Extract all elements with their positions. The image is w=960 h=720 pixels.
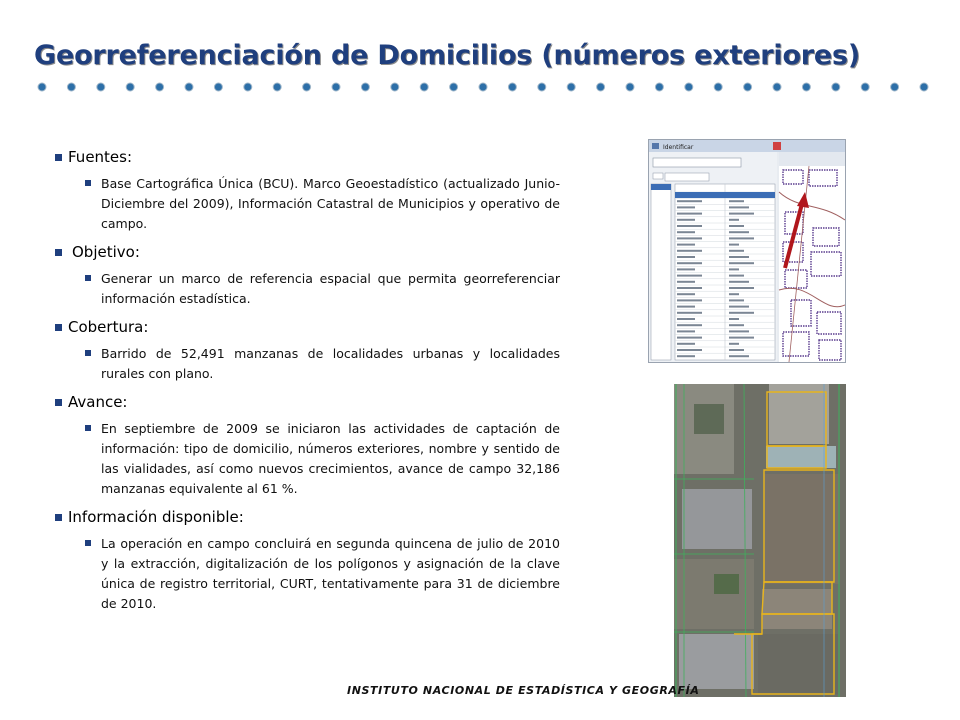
section-informacion: [55, 508, 560, 614]
gis-screenshot-drawing: [649, 140, 845, 362]
divider-dot: [891, 83, 899, 91]
divider-dot: [67, 83, 75, 91]
divider-dot: [861, 83, 869, 91]
divider-dot: [479, 83, 487, 91]
divider-dot: [244, 83, 252, 91]
section-heading: Información disponible:: [68, 508, 244, 526]
bullet-icon: [85, 540, 91, 546]
divider-dot: [508, 83, 516, 91]
bullet-icon: [55, 324, 62, 331]
divider-dot: [361, 83, 369, 91]
divider-dot: [714, 83, 722, 91]
section-body: Generar un marco de referencia espacial que permita georreferenciar información estadística.: [101, 271, 560, 306]
bullet-icon: [85, 350, 91, 356]
divider-dot: [538, 83, 546, 91]
divider-dot: [38, 83, 46, 91]
bullet-icon: [85, 425, 91, 431]
aerial-photo: [674, 384, 846, 697]
divider-dot: [273, 83, 281, 91]
footer-institution: INSTITUTO NACIONAL DE ESTADÍSTICA Y GEOGRAFÍA: [347, 684, 700, 697]
aerial-photo-drawing: [674, 384, 846, 697]
section-heading: Avance:: [68, 393, 128, 411]
bullet-icon: [85, 275, 91, 281]
bullet-icon: [85, 180, 91, 186]
page-title: Georreferenciación de Domicilios (números exteriores): [34, 40, 861, 71]
section-body: Base Cartográfica Única (BCU). Marco Geoestadístico (actualizado Junio-Diciembre del 2009), Información Catastral de Municipios y operativo de campo.: [101, 176, 560, 231]
bullet-icon: [55, 514, 62, 521]
divider-dot: [920, 83, 928, 91]
divider-dot: [332, 83, 340, 91]
divider-dot: [450, 83, 458, 91]
section-body: Barrido de 52,491 manzanas de localidades urbanas y localidades rurales con plano.: [101, 346, 560, 381]
section-cobertura: [55, 318, 560, 384]
divider-dot: [744, 83, 752, 91]
divider-dot: [773, 83, 781, 91]
section-heading: Cobertura:: [68, 318, 149, 336]
section-fuentes: [55, 148, 560, 234]
section-heading: Objetivo:: [72, 243, 140, 261]
divider-dot: [685, 83, 693, 91]
bullet-icon: [55, 249, 62, 256]
divider-dot: [185, 83, 193, 91]
divider-dot: [97, 83, 105, 91]
divider-dot: [832, 83, 840, 91]
divider-dot: [156, 83, 164, 91]
section-avance: [55, 393, 560, 499]
divider-dot: [303, 83, 311, 91]
divider-dot: [567, 83, 575, 91]
bullet-icon: [55, 154, 62, 161]
identify-window-title: Identificar: [663, 144, 694, 151]
divider-dot: [655, 83, 663, 91]
section-objetivo: [55, 243, 560, 309]
divider-dot: [626, 83, 634, 91]
gis-screenshot: [648, 139, 846, 363]
divider-dot: [391, 83, 399, 91]
bullet-icon: [55, 399, 62, 406]
section-heading: Fuentes:: [68, 148, 133, 166]
divider-dot: [420, 83, 428, 91]
dotted-divider: [36, 80, 936, 96]
section-body: En septiembre de 2009 se iniciaron las actividades de captación de información: tipo de domicilio, números exteriores, nombre y sentido de las vialidades, así como nuevos crecimientos, avance de campo 32,186 manzanas equivalente al 61 %.: [101, 421, 560, 496]
content-list: [55, 148, 560, 623]
divider-dot: [126, 83, 134, 91]
divider-dot: [597, 83, 605, 91]
divider-dot: [214, 83, 222, 91]
section-body: La operación en campo concluirá en segunda quincena de julio de 2010 y la extracción, digitalización de los polígonos y asignación de la clave única de registro territorial, CURT, tentativamente para 31 de diciembre de 2010.: [101, 536, 560, 611]
divider-dot: [802, 83, 810, 91]
